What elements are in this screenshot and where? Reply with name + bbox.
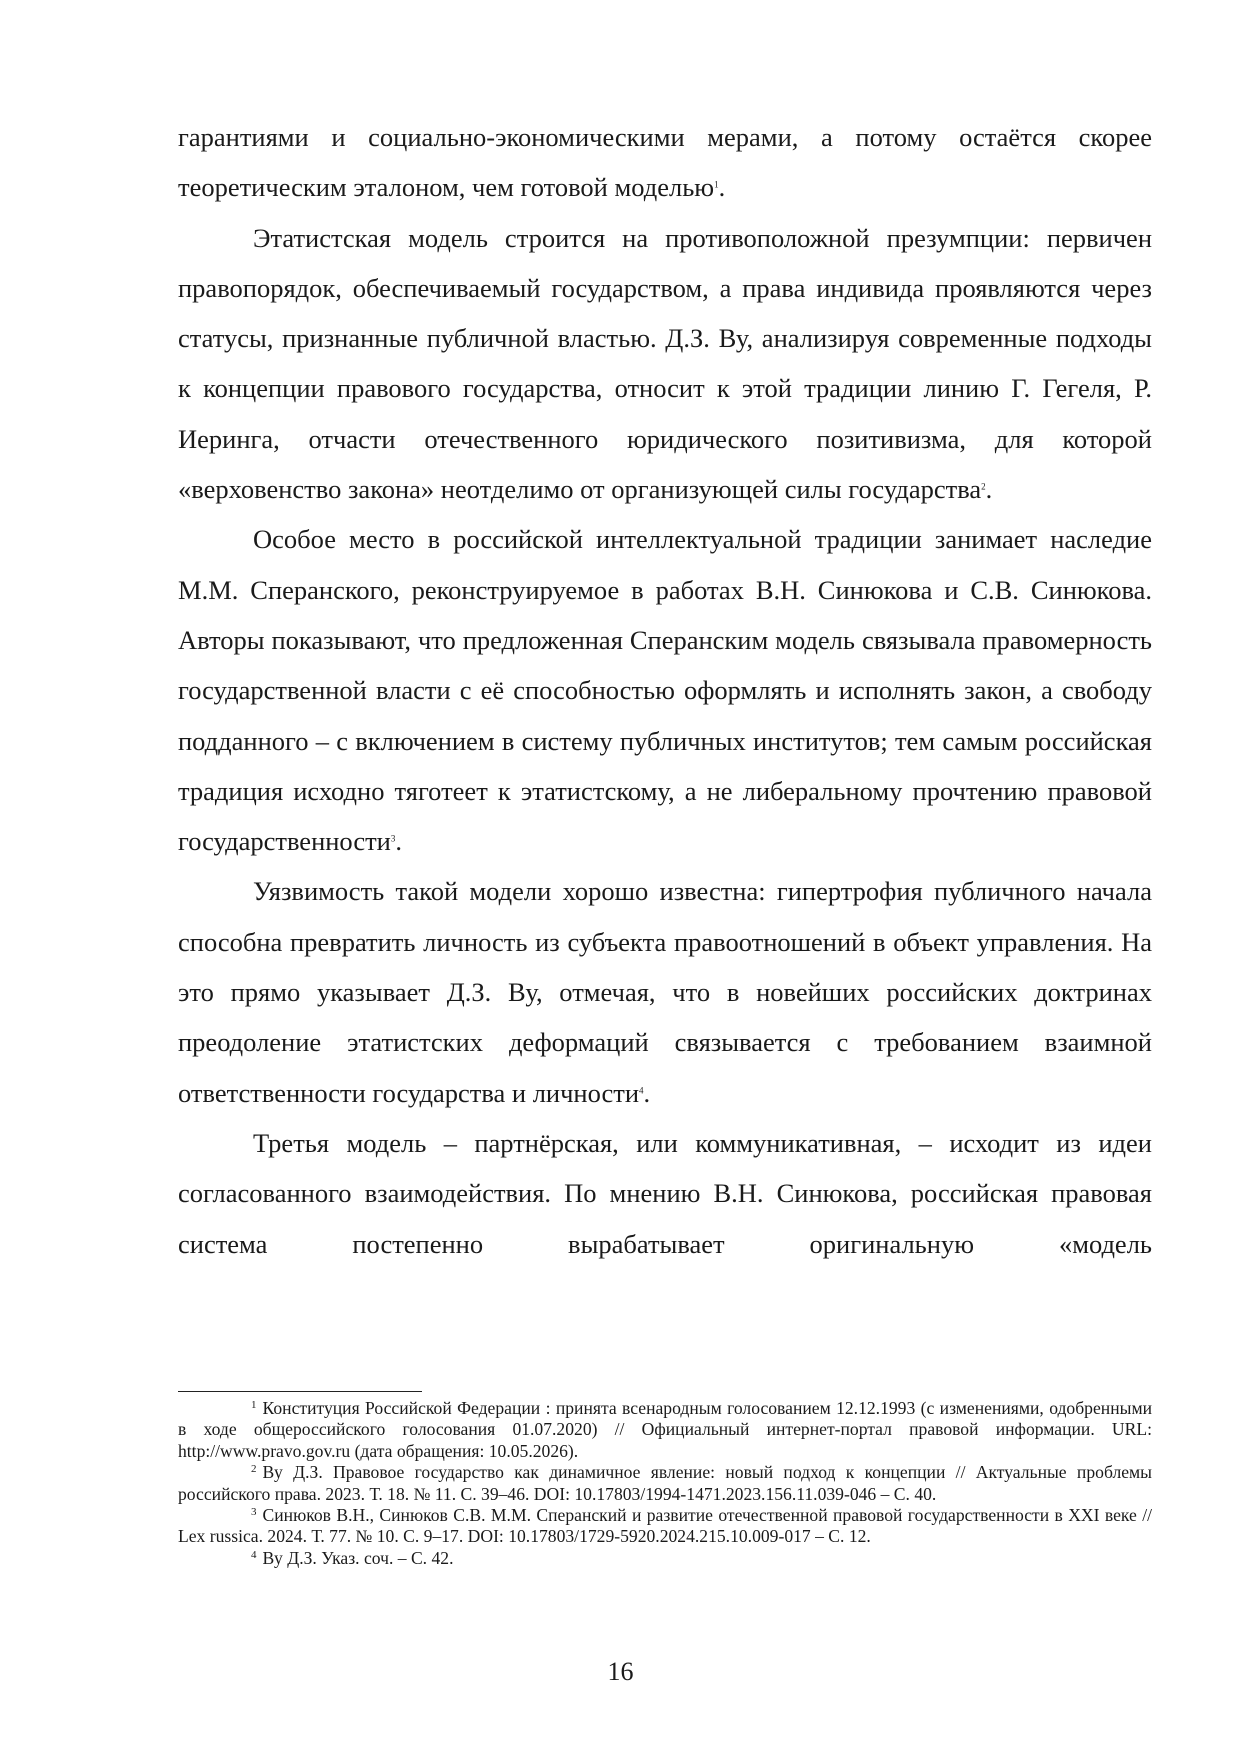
paragraph-punctuation: .: [985, 474, 993, 505]
footnote-number: 2: [251, 1463, 257, 1476]
footnote-number: 4: [251, 1548, 257, 1561]
paragraph: [178, 514, 1152, 866]
footnote-text: Ву Д.З. Правовое государство как динамичное явление: новый подход к концепции // Актуальные проблемы российского права. 2023. Т. 18. № 11. С. 39–46. DOI: 10.17803/1994-1471.2023.156.11.039-046 – С. 40.: [178, 1462, 1152, 1504]
footnote-text: Синюков В.Н., Синюков С.В. М.М. Сперанский и развитие отечественной правовой государственности в XXI веке // Lex russica. 2024. Т. 77. № 10. С. 9–17. DOI: 10.17803/1729-5920.2024.215.10.009-017 – С. 12.: [178, 1505, 1152, 1547]
footnote-reference: 2: [981, 481, 986, 492]
paragraph-punctuation: .: [718, 172, 726, 203]
footnote: [178, 1462, 1152, 1505]
footnote-text: Ву Д.З. Указ. соч. – С. 42.: [262, 1547, 454, 1568]
paragraph-text: Особое место в российской интеллектуальной традиции занимает наследие М.М. Сперанского, реконструируемое в работах В.Н. Синюкова и С.В. Синюкова. Авторы показывают, что предложенная Сперанским модель связывала правомерность государственной власти с её способностью оформлять и исполнять закон, а свободу подданного – с включением в систему публичных институтов; тем самым российская традиция исходно тяготеет к этатистскому, а не либеральному прочтению правовой государственности: [178, 524, 1152, 857]
footnote-reference: 1: [714, 179, 719, 190]
paragraph-text: Этатистская модель строится на противоположной презумпции: первичен правопорядок, обеспечиваемый государством, а права индивида проявляются через статусы, признанные публичной властью. Д.З. Ву, анализируя современные подходы к концепции правового государства, относит к этой традиции линию Г. Гегеля, Р. Иеринга, отчасти отечественного юридического позитивизма, для которой «верховенство закона» неотделимо от организующей силы государства: [178, 222, 1152, 505]
paragraph-text: Уязвимость такой модели хорошо известна: гипертрофия публичного начала способна превратить личность из субъекта правоотношений в объект управления. На это прямо указывает Д.З. Ву, отмечая, что в новейших российских доктринах преодоление этатистских деформаций связывается с требованием взаимной ответственности государства и личности: [178, 876, 1152, 1108]
footnotes: [178, 1398, 1152, 1569]
paragraph: [178, 112, 1152, 213]
footnote-separator: [178, 1391, 422, 1392]
footnote-number: 3: [251, 1505, 257, 1518]
paragraph: [178, 213, 1152, 515]
footnote-reference: 4: [639, 1085, 644, 1096]
footnote: [178, 1548, 1152, 1569]
page-number: 16: [607, 1657, 634, 1686]
paragraph-punctuation: .: [395, 826, 402, 857]
footnote-text: Конституция Российской Федерации : принята всенародным голосованием 12.12.1993 (с изменениями, одобренными в ходе общероссийского голосования 01.07.2020) // Официальный интернет-портал правовой информации. URL: http://www.pravo.gov.ru (дата обращения: 10.05.2026).: [178, 1398, 1152, 1461]
footnote-number: 1: [251, 1398, 257, 1411]
body-text: [178, 112, 1152, 1269]
paragraph: [178, 1118, 1152, 1269]
paragraph-text: гарантиями и социально-экономическими мерами, а потому остаётся скорее теоретическим эталоном, чем готовой моделью: [178, 122, 1152, 203]
footnote: [178, 1505, 1152, 1548]
footnote-reference: 3: [390, 833, 396, 844]
paragraph-text: Третья модель – партнёрская, или коммуникативная, – исходит из идеи согласованного взаимодействия. По мнению В.Н. Синюкова, российская правовая система постепенно вырабатывает оригинальную «модель: [178, 1127, 1152, 1259]
paragraph: [178, 866, 1152, 1117]
paragraph-punctuation: .: [643, 1077, 651, 1108]
footnote: [178, 1398, 1152, 1462]
